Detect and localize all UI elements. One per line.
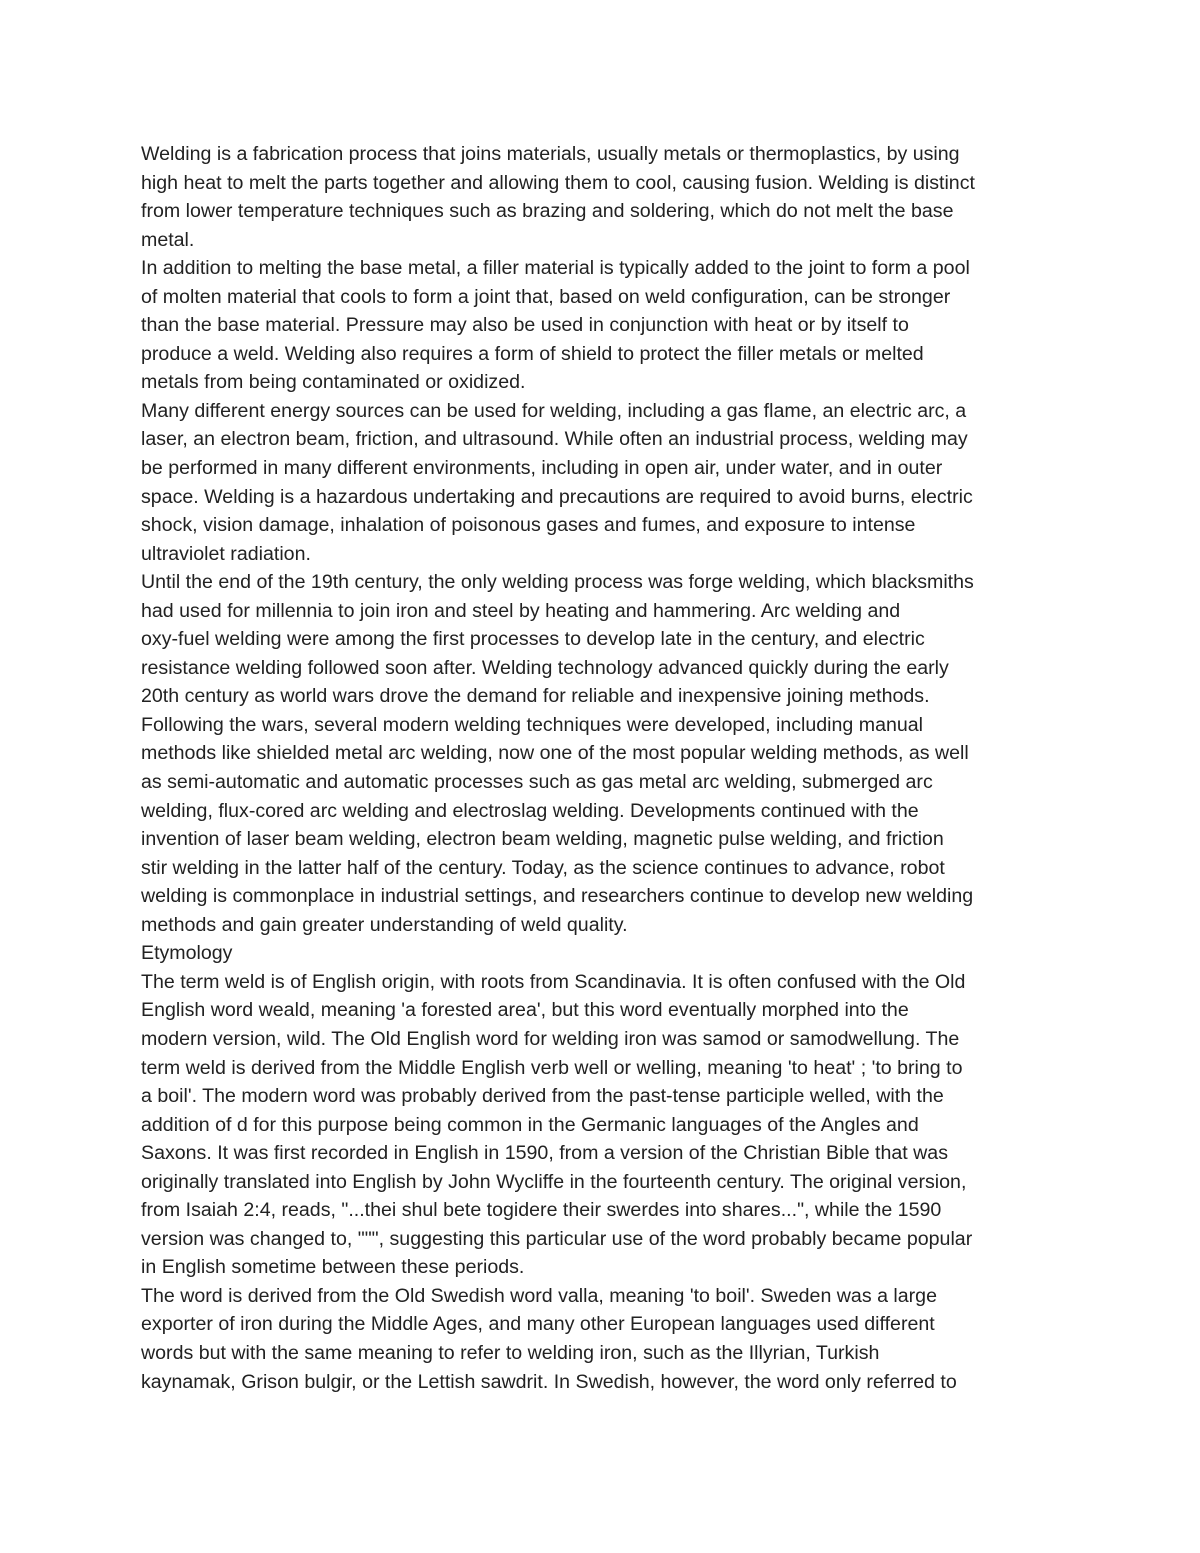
- text-line: In addition to melting the base metal, a filler material is typically added to the joint to form a pool: [141, 257, 970, 280]
- text-line: had used for millennia to join iron and steel by heating and hammering. Arc welding and: [141, 599, 901, 622]
- text-line: addition of d for this purpose being common in the Germanic languages of the Angles and: [141, 1113, 919, 1136]
- text-line: space. Welding is a hazardous undertaking and precautions are required to avoid burns, electric: [141, 485, 973, 508]
- text-line: modern version, wild. The Old English word for welding iron was samod or samodwellung. The: [141, 1027, 960, 1050]
- section-heading-etymology: Etymology: [141, 942, 233, 965]
- text-line: welding is commonplace in industrial settings, and researchers continue to develop new welding: [141, 885, 974, 908]
- text-line: ultraviolet radiation.: [141, 542, 311, 565]
- document-body: [141, 140, 1081, 1396]
- text-line: The term weld is of English origin, with roots from Scandinavia. It is often confused with the Old: [141, 970, 966, 993]
- text-line: Many different energy sources can be used for welding, including a gas flame, an electric arc, a: [141, 399, 967, 422]
- text-line: a boil'. The modern word was probably derived from the past-tense participle welled, with the: [141, 1085, 944, 1108]
- text-line: laser, an electron beam, friction, and ultrasound. While often an industrial process, welding may: [141, 428, 968, 451]
- text-line: oxy-fuel welding were among the first processes to develop late in the century, and electric: [141, 628, 925, 651]
- text-line: stir welding in the latter half of the century. Today, as the science continues to advance, robot: [141, 856, 945, 879]
- text-line: metals from being contaminated or oxidized.: [141, 371, 526, 394]
- text-line: from Isaiah 2:4, reads, "...thei shul bete togidere their swerdes into shares...", while the 1590: [141, 1199, 942, 1222]
- text-line: Welding is a fabrication process that joins materials, usually metals or thermoplastics, by using: [141, 143, 960, 165]
- text-line: 20th century as world wars drove the demand for reliable and inexpensive joining methods.: [141, 685, 930, 708]
- text-line: produce a weld. Welding also requires a form of shield to protect the filler metals or melted: [141, 342, 924, 365]
- text-line: originally translated into English by John Wycliffe in the fourteenth century. The original version,: [141, 1170, 967, 1193]
- text-line: Until the end of the 19th century, the only welding process was forge welding, which blacksmiths: [141, 571, 974, 594]
- text-line: Saxons. It was first recorded in English in 1590, from a version of the Christian Bible that was: [141, 1142, 948, 1165]
- text-line: kaynamak, Grison bulgir, or the Lettish sawdrit. In Swedish, however, the word only referred to: [141, 1370, 957, 1393]
- text-line: high heat to melt the parts together and allowing them to cool, causing fusion. Welding is distinct: [141, 171, 975, 194]
- text-line: The word is derived from the Old Swedish word valla, meaning 'to boil'. Sweden was a large: [141, 1284, 937, 1307]
- text-line: invention of laser beam welding, electron beam welding, magnetic pulse welding, and friction: [141, 828, 944, 851]
- text-line: than the base material. Pressure may also be used in conjunction with heat or by itself to: [141, 314, 909, 337]
- text-line: resistance welding followed soon after. Welding technology advanced quickly during the early: [141, 656, 949, 679]
- text-line: methods and gain greater understanding of weld quality.: [141, 913, 628, 936]
- text-line: metal.: [141, 228, 195, 251]
- text-line: as semi-automatic and automatic processes such as gas metal arc welding, submerged arc: [141, 771, 933, 794]
- text-line: of molten material that cools to form a joint that, based on weld configuration, can be stronger: [141, 285, 951, 308]
- text-line: in English sometime between these periods.: [141, 1256, 525, 1279]
- text-line: from lower temperature techniques such as brazing and soldering, which do not melt the base: [141, 200, 954, 223]
- text-line: version was changed to, """, suggesting this particular use of the word probably became popular: [141, 1227, 973, 1250]
- text-line: exporter of iron during the Middle Ages, and many other European languages used different: [141, 1313, 935, 1336]
- text-line: English word weald, meaning 'a forested area', but this word eventually morphed into the: [141, 999, 909, 1022]
- text-line: term weld is derived from the Middle English verb well or welling, meaning 'to heat' ; 'to bring to: [141, 1056, 963, 1079]
- text-line: methods like shielded metal arc welding, now one of the most popular welding methods, as well: [141, 742, 969, 765]
- text-line: be performed in many different environments, including in open air, under water, and in outer: [141, 457, 943, 480]
- text-line: welding, flux-cored arc welding and electroslag welding. Developments continued with the: [141, 799, 919, 822]
- text-line: shock, vision damage, inhalation of poisonous gases and fumes, and exposure to intense: [141, 514, 916, 537]
- text-line: words but with the same meaning to refer to welding iron, such as the Illyrian, Turkish: [141, 1341, 880, 1364]
- text-line: Following the wars, several modern welding techniques were developed, including manual: [141, 713, 924, 736]
